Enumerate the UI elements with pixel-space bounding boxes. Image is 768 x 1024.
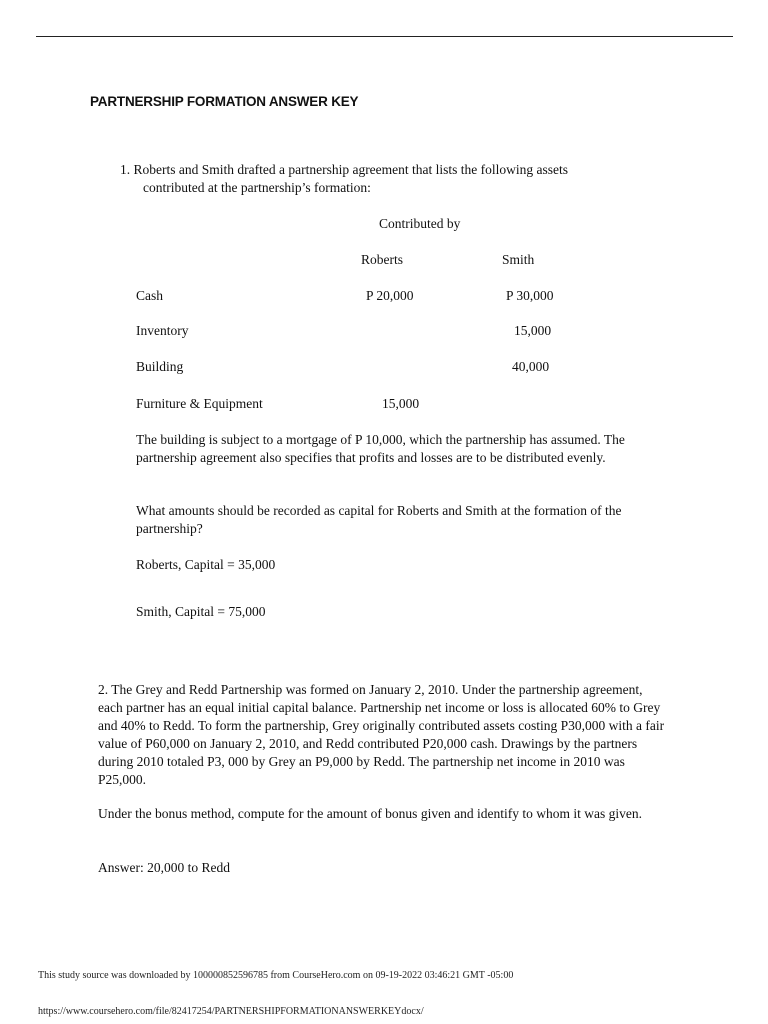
row-label-cash: Cash (136, 288, 163, 303)
download-note: This study source was downloaded by 100000852596785 from CourseHero.com on 09-19-2022 03:46:21 GMT -05:00 (38, 970, 514, 981)
cell-cash-roberts: P 20,000 (366, 288, 414, 303)
row-label-inventory: Inventory (136, 323, 189, 338)
table-header-contributed-by: Contributed by (379, 216, 461, 231)
top-rule (36, 36, 733, 37)
source-url-link[interactable]: https://www.coursehero.com/file/82417254/PARTNERSHIPFORMATIONANSWERKEYdocx/ (38, 1006, 424, 1017)
q2-answer: Answer: 20,000 to Redd (98, 860, 230, 875)
cell-furniture-roberts: 15,000 (382, 396, 420, 411)
q1-paragraph-mortgage: The building is subject to a mortgage of P 10,000, which the partnership has assumed. The partnership agreement also specifies that profits and losses are to be distributed evenly. (136, 432, 625, 465)
q2-paragraph-scenario: 2. The Grey and Redd Partnership was formed on January 2, 2010. Under the partnership agreement, each partner has an equal initial capital balance. Partnership net income or loss is allocated 60% to Grey and 40% to Redd. To form the partnership, Grey originally contributed assets costing P30,000 with a fair value of P60,000 on January 2, 2010, and Redd contributed P20,000 cash. Drawings by the partners during 2010 totaled P3, 000 by Grey an P9,000 by Redd. The partnership net income in 2010 was P25,000. (98, 682, 665, 787)
cell-inventory-smith: 15,000 (514, 323, 552, 338)
q1-intro-line1: 1. Roberts and Smith drafted a partnership agreement that lists the following assets (120, 162, 569, 177)
q1-answer-roberts: Roberts, Capital = 35,000 (136, 557, 276, 572)
cell-building-smith: 40,000 (512, 359, 550, 374)
cell-cash-smith: P 30,000 (506, 288, 554, 303)
q1-paragraph-question: What amounts should be recorded as capital for Roberts and Smith at the formation of the partnership? (136, 503, 622, 536)
document-title: PARTNERSHIP FORMATION ANSWER KEY (90, 94, 359, 109)
q1-answer-smith: Smith, Capital = 75,000 (136, 604, 266, 619)
row-label-furniture-equipment: Furniture & Equipment (136, 396, 263, 411)
q2-paragraph-question: Under the bonus method, compute for the amount of bonus given and identify to whom it was given. (98, 806, 643, 821)
q1-intro-line2: contributed at the partnership’s formation: (143, 180, 371, 195)
table-col-roberts: Roberts (361, 252, 403, 267)
row-label-building: Building (136, 359, 184, 374)
table-col-smith: Smith (502, 252, 535, 267)
